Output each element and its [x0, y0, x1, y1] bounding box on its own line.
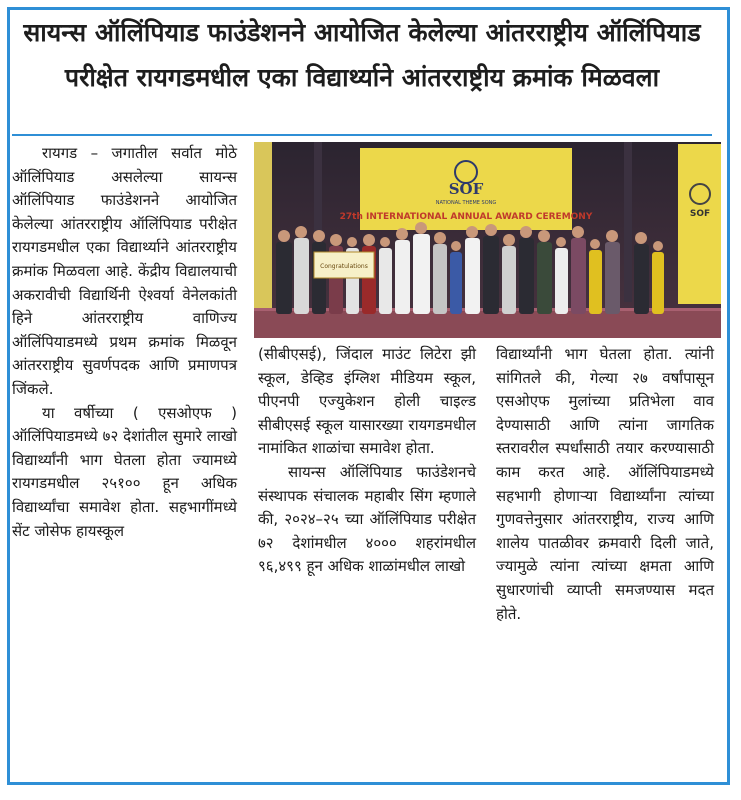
article-paragraph: सायन्स ऑलिंपियाड फाउंडेशनचे संस्थापक संचालक महाबीर सिंग म्हणाले की, २०२४–२५ च्या ऑलिंपियाड परीक्षेत ७२ देशांमधील ४००० शहरांमधील ९६,४९९ हून अधिक शाळांमधील लाखो — [258, 462, 476, 576]
sof-logo: SOF — [448, 180, 484, 198]
article-column-2 — [258, 343, 476, 579]
article-paragraph: (सीबीएसई), जिंदाल माउंट लिटेरा झी स्कूल, डेव्हिड इंग्लिश मीडियम स्कूल, पीएनपी एज्युकेशन होली चाइल्ड सीबीएसई स्कूल यासारख्या रायगडमधील नामांकित शाळांचा समावेश होता. — [258, 345, 476, 458]
ceremony-banner-text: 27th INTERNATIONAL ANNUAL AWARD CEREMONY — [339, 212, 593, 222]
article-column-3 — [496, 343, 714, 626]
article-paragraph: रायगड – जगातील सर्वात मोठे ऑलिंपियाड असलेल्या सायन्स ऑलिंपियाड फाउंडेशनने आयोजित केलेल्या आंतरराष्ट्रीय ऑलिंपियाड परीक्षेत रायगडमधील एका विद्यार्थ्याने आंतरराष्ट्रीय क्रमांक मिळवला आहे. केंद्रीय विद्यालयाची अकरावीची विद्यार्थिनी ऐश्वर्या वेनेलकांती हिने आंतरराष्ट्रीय वाणिज्य ऑलिंपियाडमध्ये प्रथम क्रमांक मिळवून आंतरराष्ट्रीय सुवर्णपदक आणि प्रमाणपत्र जिंकले. — [12, 144, 237, 398]
headline-line-1: सायन्स ऑलिंपियाड फाउंडेशनने आयोजित केलेल्या आंतरराष्ट्रीय ऑलिंपियाड — [23, 18, 701, 47]
award-cheque-text: Congratulations — [320, 263, 368, 270]
article-column-1 — [12, 142, 237, 543]
article-paragraph: विद्यार्थ्यांनी भाग घेतला होता. त्यांनी सांगितले की, गेल्या २७ वर्षांपासून एसओएफ मुलांच्या प्रतिभेला वाव देण्यासाठी आणि त्यांना जागतिक स्तरावरील स्पर्धांसाठी तयार करण्यासाठी काम करत आहे. ऑलिंपियाडमध्ये सहभागी होणाऱ्या विद्यार्थ्यांना त्यांच्या गुणवत्तेनुसार आंतरराष्ट्रीय, राज्य आणि शालेय पातळीवर क्रमवारी दिली जाते, ज्यामुळे त्यांना त्यांच्या क्षमता आणि सुधारणांची व्याप्ती समजण्यास मदत होते. — [496, 345, 714, 623]
award-ceremony-photo — [254, 142, 721, 338]
stage-floor — [254, 310, 721, 338]
article-paragraph: या वर्षीच्या ( एसओएफ ) ऑलिंपियाडमध्ये ७२ देशांतील सुमारे लाखो विद्यार्थ्यांनी भाग घेतला होता ज्यामध्ये रायगडमधील २५१०० हून अधिक विद्यार्थ्यांचा समावेश होता. सहभागींमध्ये सेंट जोसेफ हायस्कूल — [12, 403, 237, 540]
ceremony-illustration — [254, 142, 721, 338]
headline — [12, 10, 712, 100]
side-banner-logo: SOF — [689, 209, 711, 219]
sof-logo-caption: NATIONAL THEME SONG — [435, 200, 497, 206]
headline-line-2: परीक्षेत रायगडमधील एका विद्यार्थ्याने आंतरराष्ट्रीय क्रमांक मिळवला — [64, 63, 660, 92]
side-banner — [678, 144, 721, 304]
headline-divider — [12, 134, 712, 136]
